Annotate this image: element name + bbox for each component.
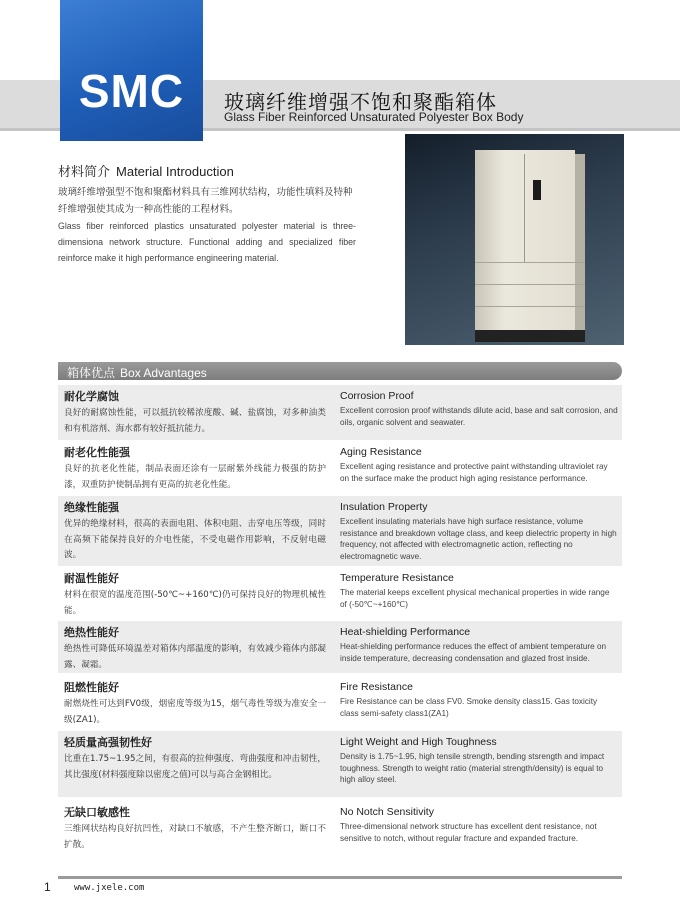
cabinet-handle (533, 180, 541, 200)
advantage-row (58, 385, 622, 440)
cabinet-door-seam (524, 154, 525, 262)
advantage-text-en: Density is 1.75~1.95, high tensile strength, bending stsrength and impact toughness. Strength to weight ratio (material strength/density) is equal to high alloy steel. (340, 752, 605, 784)
advantage-title-en: Light Weight and High Toughness (340, 736, 497, 748)
advantage-title-zh: 轻质量高强韧性好 (64, 736, 152, 749)
smc-badge (60, 0, 203, 141)
cabinet-panel-line (475, 306, 585, 307)
advantage-row (58, 496, 622, 566)
advantage-row (58, 676, 622, 728)
advantage-text-en: Three-dimensional network structure has excellent dent resistance, not sensitive to notch, without regular fracture and expanded fracture. (340, 822, 597, 843)
advantage-row (58, 621, 622, 673)
advantage-text-zh: 三维网状结构良好抗凹性，对缺口不敏感，不产生整齐断口，断口不扩散。 (64, 824, 326, 850)
advantage-text-zh: 比重在1.75~1.95之间，有很高的拉伸强度、弯曲强度和冲击韧性，其比强度(材料强度除以密度之值)可以与高合金钢相比。 (64, 754, 326, 780)
advantage-title-en: Fire Resistance (340, 681, 413, 693)
cabinet-panel-line (475, 262, 585, 263)
page-title-zh: 玻璃纤维增强不饱和聚酯箱体 (224, 90, 497, 114)
advantage-title-zh: 绝缘性能强 (64, 501, 119, 514)
advantage-row (58, 441, 622, 493)
footer-url[interactable]: www.jxele.com (74, 883, 145, 893)
cabinet-photo (405, 134, 624, 345)
advantage-title-zh: 耐老化性能强 (64, 446, 130, 459)
advantage-text-en: Heat-shielding performance reduces the effect of ambient temperature on inside temperature, decreasing condensation and glazed frost inside. (340, 642, 607, 663)
advantage-title-en: Corrosion Proof (340, 390, 414, 402)
page-title-en: Glass Fiber Reinforced Unsaturated Polyester Box Body (224, 110, 524, 124)
advantage-title-en: Insulation Property (340, 501, 428, 513)
intro-heading (58, 161, 234, 180)
advantage-text-en: Fire Resistance can be class FV0. Smoke density class15. Gas toxicity class semi-safety class1(ZA1) (340, 697, 598, 718)
advantage-title-en: Aging Resistance (340, 446, 422, 458)
advantage-title-en: Heat-shielding Performance (340, 626, 471, 638)
advantage-text-zh: 绝热性可降低环境温差对箱体内部温度的影响，有效减少箱体内部凝露、凝霜。 (64, 644, 326, 670)
advantages-heading-bar (58, 362, 622, 380)
advantage-row (58, 567, 622, 619)
advantage-text-zh: 良好的抗老化性能，制品表面还涂有一层耐紫外线能力极强的防护漆，双重防护使制品拥有更高的抗老化性能。 (64, 464, 326, 490)
advantages-heading (67, 364, 207, 381)
badge-label: SMC (78, 65, 185, 117)
advantages-heading-zh: 箱体优点 (67, 366, 116, 380)
advantage-title-zh: 无缺口敏感性 (64, 806, 130, 819)
intro-text-zh: 玻璃纤维增强型不饱和聚酯材料具有三维网状结构，功能性填料及特种纤维增强使其成为一种高性能的工程材料。 (58, 187, 353, 215)
page-number: 1 (44, 880, 51, 894)
advantage-text-en: Excellent corrosion proof withstands dilute acid, base and salt corrosion, and oils, organic solvent and seawater. (340, 406, 618, 427)
advantage-title-zh: 耐温性能好 (64, 572, 119, 585)
advantage-title-zh: 耐化学腐蚀 (64, 390, 119, 403)
advantage-text-zh: 耐燃烧性可达到FV0级，烟密度等级为15，烟气毒性等级为准安全一级(ZA1)。 (64, 699, 326, 725)
advantage-title-en: No Notch Sensitivity (340, 806, 434, 818)
advantage-text-en: Excellent aging resistance and protective paint withstanding ultraviolet ray on the surface make the product high aging resistance performance. (340, 462, 608, 483)
intro-heading-zh: 材料简介 (58, 165, 111, 180)
advantage-text-zh: 材料在很宽的温度范围(-50℃~+160℃)仍可保持良好的物理机械性能。 (64, 590, 326, 616)
advantage-text-en: Excellent insulating materials have high surface resistance, volume resistance and breakdown voltage class, and keep dielectric property in high frequency, not affected with electromagnetic action, reflecting no electromagnetic wave. (340, 517, 617, 561)
advantage-title-zh: 绝热性能好 (64, 626, 119, 639)
cabinet-body (475, 150, 575, 338)
footer-rule (58, 876, 622, 879)
cabinet-base (475, 330, 585, 342)
advantage-text-en: The material keeps excellent physical mechanical properties in wide range of (-50℃~+160℃) (340, 588, 610, 609)
advantage-row (58, 801, 622, 855)
advantage-title-en: Temperature Resistance (340, 572, 454, 584)
advantage-text-zh: 良好的耐腐蚀性能，可以抵抗较稀浓度酸、碱、盐腐蚀，对多种油类和有机溶剂、海水都有较好抵抗能力。 (64, 408, 326, 434)
advantage-title-zh: 阻燃性能好 (64, 681, 119, 694)
intro-text-en: Glass fiber reinforced plastics unsaturated polyester material is three-dimensiona network structure. Functional adding and specialized fiber reinforce make it high performance engineering material. (58, 221, 356, 263)
advantage-row (58, 731, 622, 797)
cabinet-panel-line (475, 284, 585, 285)
cabinet-side (575, 154, 585, 336)
intro-heading-en: Material Introduction (116, 164, 234, 179)
advantages-heading-en: Box Advantages (120, 366, 207, 380)
advantage-text-zh: 优异的绝缘材料，很高的表面电阻、体积电阻、击穿电压等级，同时在高频下能保持良好的介电性能，不受电磁作用影响，不反射电磁波。 (64, 519, 326, 560)
